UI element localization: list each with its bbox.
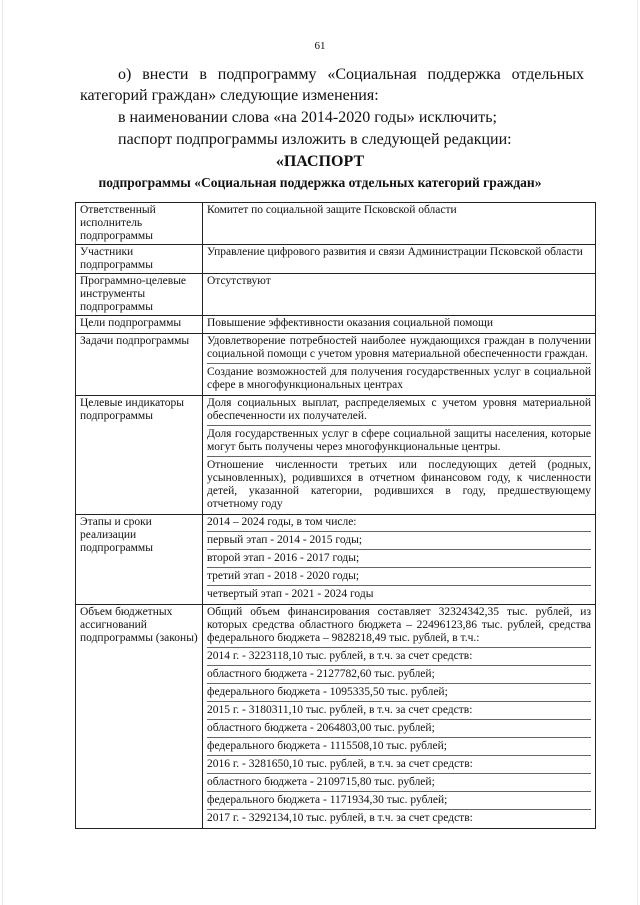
row-label: Цели подпрограммы — [76, 316, 203, 334]
row-value-line: областного бюджета - 2109715,80 тыс. рублей; — [207, 773, 591, 791]
row-value — [203, 203, 596, 245]
table-row — [76, 605, 596, 829]
row-value-line: областного бюджета - 2127782,60 тыс. рублей; — [207, 665, 591, 683]
row-label: Участники подпрограммы — [76, 245, 203, 274]
table-row — [76, 396, 596, 515]
row-label: Целевые индикаторы подпрограммы — [76, 396, 203, 515]
intro-paragraph-1: о) внести в подпрограмму «Социальная поддержка отдельных категорий граждан» следующие изменения: — [80, 66, 584, 104]
row-value-line: первый этап - 2014 - 2015 годы; — [207, 531, 591, 549]
row-value-line: федерального бюджета - 1171934,30 тыс. рублей; — [207, 791, 591, 809]
row-value — [203, 245, 596, 274]
row-value — [203, 316, 596, 334]
row-value-line: Общий объем финансирования составляет 32324342,35 тыс. рублей, из которых средства областного бюджета – 22496123,86 тыс. рублей, средства федерального бюджета – 9828218,49 тыс. рублей, в т.ч.: — [207, 606, 591, 644]
row-value-line: третий этап - 2018 - 2020 годы; — [207, 567, 591, 585]
row-value-line: Повышение эффективности оказания социальной помощи — [207, 317, 494, 329]
table-row — [76, 245, 596, 274]
row-label: Этапы и сроки реализации подпрограммы — [76, 515, 203, 605]
row-label: Объем бюджетных ассигнований подпрограммы (законы) — [76, 605, 203, 829]
row-value-line: Управление цифрового развития и связи Администрации Псковской области — [207, 246, 583, 258]
row-value — [203, 334, 596, 396]
table-row — [76, 203, 596, 245]
row-value-line: второй этап - 2016 - 2017 годы; — [207, 549, 591, 567]
row-value-line: федерального бюджета - 1115508,10 тыс. рублей; — [207, 737, 591, 755]
row-value-line: 2014 г. - 3223118,10 тыс. рублей, в т.ч. за счет средств: — [207, 647, 591, 665]
row-label: Программно-целевые инструменты подпрограммы — [76, 274, 203, 316]
intro-paragraph-3: паспорт подпрограммы изложить в следующей редакции: — [118, 131, 512, 148]
row-value-line: 2014 – 2024 годы, в том числе: — [207, 516, 357, 528]
page-number: 61 — [314, 40, 326, 52]
row-label: Ответственный исполнитель подпрограммы — [76, 203, 203, 245]
scan-edge-right — [637, 0, 638, 905]
row-value — [203, 515, 596, 605]
row-value-line: четвертый этап - 2021 - 2024 годы — [207, 585, 591, 603]
table-row — [76, 274, 596, 316]
passport-title: «ПАСПОРТ — [275, 153, 365, 170]
row-value-line: федерального бюджета - 1095335,50 тыс. рублей; — [207, 683, 591, 701]
row-value — [203, 605, 596, 829]
row-value — [203, 274, 596, 316]
row-value-line: Отсутствуют — [207, 275, 271, 287]
row-value-line: Доля государственных услуг в сфере социальной защиты населения, которые могут быть получены через многофункциональные центры. — [207, 425, 591, 456]
row-value-line: областного бюджета - 2064803,00 тыс. рублей; — [207, 719, 591, 737]
scan-edge-left — [2, 0, 3, 905]
row-label: Задачи подпрограммы — [76, 334, 203, 396]
table-row — [76, 316, 596, 334]
table-row — [76, 334, 596, 396]
row-value-line: 2015 г. - 3180311,10 тыс. рублей, в т.ч. за счет средств: — [207, 701, 591, 719]
row-value-line: Удовлетворение потребностей наиболее нуждающихся граждан в получении социальной помощи с учетом уровня материальной обеспеченности граждан. — [207, 335, 591, 360]
passport-subtitle: подпрограммы «Социальная поддержка отдельных категорий граждан» — [98, 175, 542, 190]
intro-paragraph-2: в наименовании слова «на 2014-2020 годы» исключить; — [118, 109, 497, 126]
row-value-line: Отношение численности третьих или последующих детей (родных, усыновленных), родившихся в отчетном финансовом году, к численности детей, указанной категории, родившихся в году, предшествующему отчетному году — [207, 456, 591, 513]
row-value-line: Доля социальных выплат, распределяемых с учетом уровня материальной обеспеченности их получателей. — [207, 397, 591, 422]
passport-table — [75, 202, 596, 829]
row-value — [203, 396, 596, 515]
table-row — [76, 515, 596, 605]
row-value-line: 2017 г. - 3292134,10 тыс. рублей, в т.ч. за счет средств: — [207, 809, 591, 827]
row-value-line: Комитет по социальной защите Псковской области — [207, 204, 457, 216]
row-value-line: Создание возможностей для получения государственных услуг в социальной сфере в многофункциональных центрах — [207, 363, 591, 394]
row-value-line: 2016 г. - 3281650,10 тыс. рублей, в т.ч. за счет средств: — [207, 755, 591, 773]
